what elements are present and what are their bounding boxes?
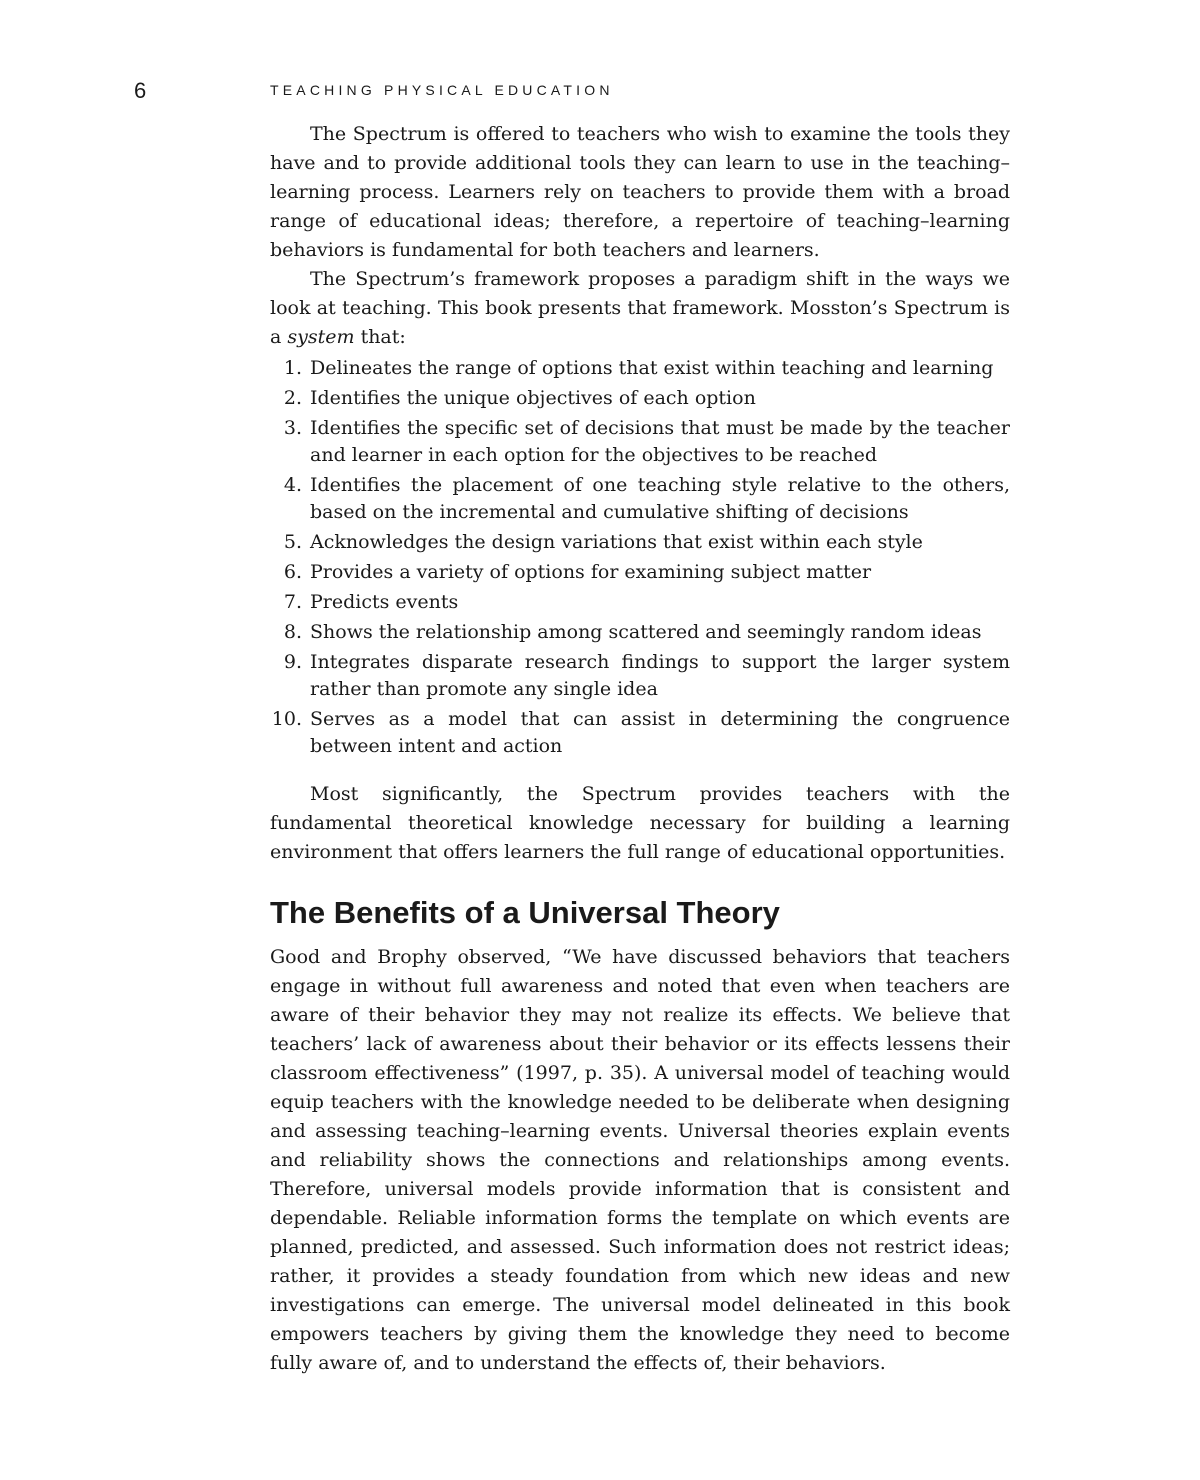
list-item-number: 9. xyxy=(283,651,302,673)
page-body xyxy=(270,120,1010,1378)
section-paragraph: Good and Brophy observed, “We have discussed behaviors that teachers engage in without full awareness and noted that even when teachers are aware of their behavior they may not realize its effects. We believe that teachers’ lack of awareness about their behavior or its effects lessens their classroom effectiveness” (1997, p. 35). A universal model of teaching would equip teachers with the knowledge needed to be deliberate when designing and assessing teaching–learning events. Universal theories explain events and reliability shows the connections and relationships among events. Therefore, universal models provide information that is consistent and dependable. Reliable information forms the template on which events are planned, predicted, and assessed. Such information does not restrict ideas; rather, it provides a steady foundation from which new ideas and new investigations can emerge. The universal model delineated in this book empowers teachers by giving them the knowledge they need to become fully aware of, and to understand the effects of, their behaviors. xyxy=(270,946,1010,1374)
list-item xyxy=(270,559,1010,586)
list-item-text: Shows the relationship among scattered and seemingly random ideas xyxy=(310,621,982,643)
intro-paragraph-2-start: The Spectrum’s framework proposes a paradigm shift in the ways we look at teaching. This book presents that framework. Mosston’s Spectrum is a xyxy=(270,268,1010,348)
list-item-text: Predicts events xyxy=(310,591,459,613)
list-item-number: 1. xyxy=(283,357,302,379)
list-item-number: 5. xyxy=(283,531,302,553)
list-item-number: 2. xyxy=(283,387,302,409)
list-item-number: 7. xyxy=(283,591,302,613)
list-item xyxy=(270,415,1010,469)
list-item xyxy=(270,619,1010,646)
list-item-number: 4. xyxy=(283,474,302,496)
list-item-text: Identifies the unique objectives of each option xyxy=(310,387,756,409)
section-spacer xyxy=(270,760,1010,780)
list-item xyxy=(270,472,1010,526)
spectrum-features-list xyxy=(270,355,1010,760)
list-item-text: Integrates disparate research findings to support the larger system rather than promote any single idea xyxy=(310,651,1010,700)
closing-paragraph: Most significantly, the Spectrum provides teachers with the fundamental theoretical knowledge necessary for building a learning environment that offers learners the full range of educational opportunities. xyxy=(270,783,1010,863)
list-item-number: 10. xyxy=(271,708,302,730)
intro-paragraph-2-emphasis: system xyxy=(287,326,355,348)
list-item xyxy=(270,529,1010,556)
list-item-text: Provides a variety of options for examining subject matter xyxy=(310,561,872,583)
list-item xyxy=(270,385,1010,412)
intro-paragraph-2-end: that: xyxy=(360,326,406,348)
intro-paragraph-1: The Spectrum is offered to teachers who wish to examine the tools they have and to provide additional tools they can learn to use in the teaching–learning process. Learners rely on teachers to provide them with a broad range of educational ideas; therefore, a repertoire of teaching–learning behaviors is fundamental for both teachers and learners. xyxy=(270,123,1010,261)
list-item-number: 3. xyxy=(283,417,302,439)
list-item-text: Identifies the specific set of decisions that must be made by the teacher and learner in each option for the objectives to be reached xyxy=(310,417,1010,466)
list-item-number: 8. xyxy=(283,621,302,643)
running-head: TEACHING PHYSICAL EDUCATION xyxy=(270,82,614,98)
list-item xyxy=(270,589,1010,616)
list-item xyxy=(270,649,1010,703)
intro-paragraph-2 xyxy=(270,265,1010,352)
list-item-text: Acknowledges the design variations that exist within each style xyxy=(310,531,923,553)
list-item-number: 6. xyxy=(283,561,302,583)
list-item xyxy=(270,355,1010,382)
list-item-text: Serves as a model that can assist in determining the congruence between intent and action xyxy=(310,708,1010,757)
list-item-text: Delineates the range of options that exist within teaching and learning xyxy=(310,357,994,379)
list-item xyxy=(270,706,1010,760)
page-number: 6 xyxy=(134,78,147,103)
list-item-text: Identifies the placement of one teaching style relative to the others, based on the incremental and cumulative shifting of decisions xyxy=(310,474,1010,523)
section-heading: The Benefits of a Universal Theory xyxy=(270,895,780,930)
